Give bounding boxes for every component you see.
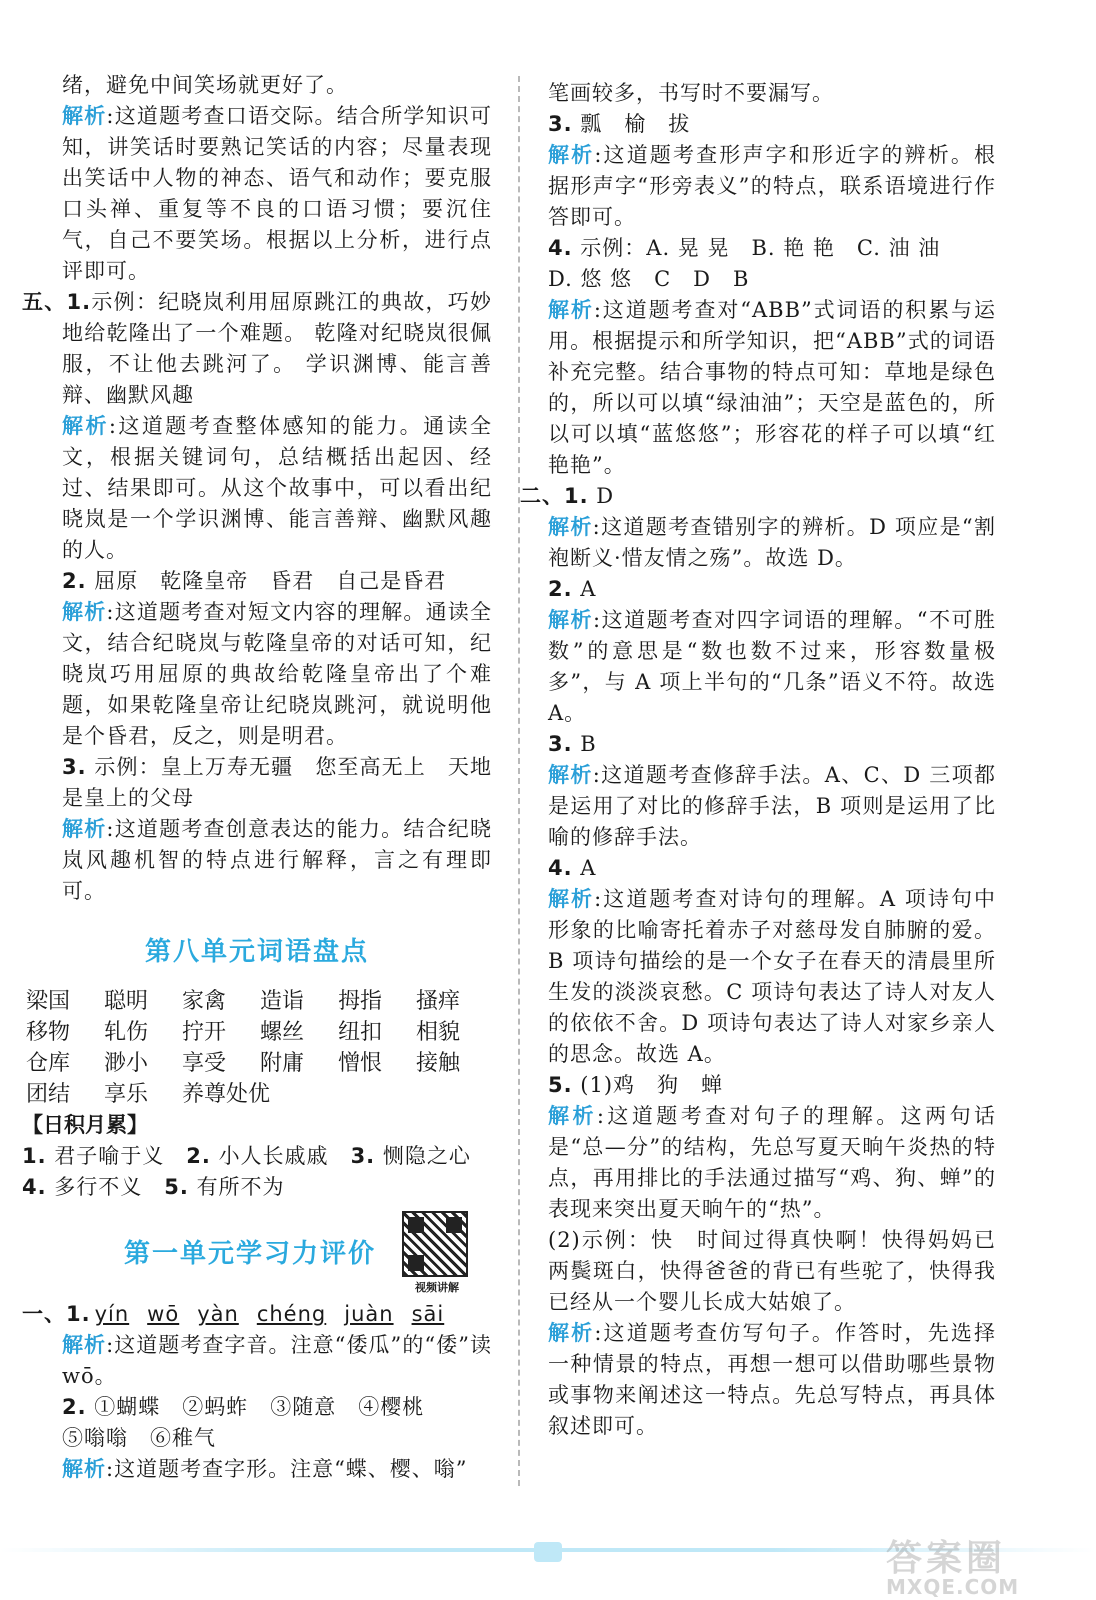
vocab-word: 憎恨 [338,1051,383,1076]
pinyin-answer: juàn [344,1302,394,1326]
answer-text: 示例：A. 晃 晃 B. 艳 艳 C. 油 油 [580,236,941,260]
answer-text: A [580,577,597,601]
question-number: 2. [62,1395,87,1419]
analysis-text: :这道题考查整体感知的能力。通读全文，根据关键词句，总结概括出起因、经过、结果即可。从这个故事中，可以看出纪晓岚是一个学识渊博、能言善辩、幽默风趣的人。 [62,414,493,562]
qr-caption: 视频讲解 [415,1281,459,1294]
pinyin-answer: yàn [197,1302,239,1326]
s2-q1 [520,481,996,512]
pinyin-list [95,1302,463,1326]
analysis-tag: 解析 [548,298,594,322]
analysis-tag: 解析 [548,763,593,787]
question-number: 2. [62,569,87,593]
s1-q2-analysis [22,1454,492,1485]
vocab-word: 养尊处优 [182,1082,271,1107]
section-label: 二、 [520,484,564,508]
vocab-word: 移物 [26,1020,71,1045]
s5-q2-analysis [22,597,492,752]
qr-code-icon[interactable] [402,1211,468,1277]
s2-q5 [548,1070,996,1101]
q4-analysis [548,295,996,481]
analysis-tag: 解析 [62,104,107,128]
analysis-tag: 解析 [62,817,107,841]
question-number: 1. [66,1302,91,1326]
daily-num: 5. [164,1175,189,1199]
daily-item: 君子喻于义 [54,1144,165,1168]
analysis-tag: 解析 [62,1333,107,1357]
analysis-text: :这道题考查仿写句子。作答时，先选择一种情景的特点，再想一想可以借助哪些景物或事物来阐述这一特点。先总写特点，再具体叙述即可。 [548,1321,997,1438]
answer-text: 屈原 乾隆皇帝 昏君 自己是昏君 [94,569,447,593]
question-number: 3. [548,112,573,136]
vocab-word: 接触 [416,1051,461,1076]
s2-q5-analysis [548,1101,996,1225]
question-number: 3. [62,755,87,779]
vocab-grid [26,986,492,1110]
analysis-tag: 解析 [548,608,594,632]
analysis-text: :这道题考查错别字的辨析。D 项应是“割袍断义·惜友情之殇”。故选 D。 [548,515,996,570]
watermark [886,1530,1076,1599]
question-number: 3. [548,732,573,756]
analysis-tag: 解析 [548,1321,595,1345]
s5-q1 [22,287,492,411]
question-number: 4. [548,856,573,880]
vocab-word: 团结 [26,1082,71,1107]
daily-num: 1. [22,1144,47,1168]
analysis-tag: 解析 [548,143,595,167]
section-label: 五、 [22,290,67,314]
q4 [548,233,996,264]
s1-q2 [22,1392,492,1423]
analysis-text: :这道题考查字形。注意“蝶、樱、嗡” [106,1457,468,1481]
answer-text: D [596,484,615,508]
right-intro: 笔画较多，书写时不要漏写。 [548,81,834,105]
s2-q5b: (2)示例：快 时间过得真快啊！快得妈妈已两鬓斑白，快得爸爸的背已有些驼了，快得我已经从一个婴儿长成大姑娘了。 [548,1228,996,1314]
page-number-badge [534,1542,562,1562]
answer-text: (1)鸡 狗 蝉 [580,1073,724,1097]
s2-q5b-analysis [548,1318,996,1442]
q3-analysis [548,140,996,233]
analysis-tag: 解析 [548,1104,597,1128]
analysis-tag: 解析 [62,600,107,624]
daily-num: 4. [22,1175,47,1199]
analysis-text: :这道题考查形声字和形近字的辨析。根据形声字“形旁表义”的特点，联系语境进行作答即可。 [548,143,997,229]
analysis-text: :这道题考查对“ABB”式词语的积累与运用。根据提示和所学知识，把“ABB”式的词语补充完整。结合事物的特点可知：草地是绿色的，所以可以填“绿油油”；天空是蓝色的，所以可以填“蓝悠悠”；形容花的样子可以填“红艳艳”。 [548,298,997,477]
daily-item: 有所不为 [196,1175,285,1199]
vocab-word: 搔痒 [416,989,461,1014]
answer-text: A [580,856,597,880]
unit1-header [22,1211,492,1299]
vocab-word: 附庸 [260,1051,305,1076]
s2-q3 [548,729,996,760]
section-label: 一、 [22,1302,66,1326]
question-number: 5. [548,1073,573,1097]
vocab-word: 聪明 [104,989,149,1014]
left-intro: 绪，避免中间笑场就更好了。 [62,73,348,97]
question-number: 2. [548,577,573,601]
column-divider [518,76,520,1486]
s1-q1 [22,1299,492,1330]
vocab-word: 渺小 [104,1051,149,1076]
answer-text: 瓢 榆 拔 [580,112,691,136]
vocab-word: 仓库 [26,1051,71,1076]
answer-text: ①蝴蝶 ②蚂蚱 ③随意 ④樱桃 [94,1395,425,1419]
question-number: 4. [548,236,573,260]
analysis-text: :这道题考查字音。注意“倭瓜”的“倭”读 wō。 [62,1333,492,1388]
unit8-title: 第八单元词语盘点 [144,937,369,967]
q3 [548,109,996,140]
question-number: 1. [66,290,92,314]
right-column [520,78,997,1442]
watermark-url: MXQE.COM [886,1575,1020,1599]
s5-q2 [22,566,492,597]
pinyin-answer: chéng [256,1302,327,1326]
analysis-text: :这道题考查对短文内容的理解。通读全文，结合纪晓岚与乾隆皇帝的对话可知，纪晓岚巧用屈原的典故给乾隆皇帝出了个难题，如果乾隆皇帝让纪晓岚跳河，就说明他是个昏君，反之，则是明君。 [62,600,493,748]
s2-q2 [548,574,996,605]
s1-q2-cont: ⑤嗡嗡 ⑥稚气 [62,1426,216,1450]
watermark-logo: 答案圈 [886,1538,1007,1579]
s2-q2-analysis [548,605,996,729]
daily-label: 【日积月累】 [22,1113,148,1137]
pinyin-answer: sāi [411,1302,445,1326]
left-intro-analysis [22,101,492,287]
analysis-text: :这道题考查对诗句的理解。A 项诗句中形象的比喻寄托着赤子对慈母发自肺腑的爱。B 项诗句描绘的是一个女子在春天的清晨里所生发的淡淡哀愁。C 项诗句表达了诗人对友人的依依不舍。D 项诗句表达了诗人对家乡亲人的思念。故选 A。 [548,887,997,1066]
vocab-word: 纽扣 [338,1020,383,1045]
analysis-tag: 解析 [548,887,595,911]
analysis-text: :这道题考查对句子的理解。这两句话是“总—分”的结构，先总写夏天晌午炎热的特点，再用排比的手法通过描写“鸡、狗、蝉”的表现来突出夏天晌午的“热”。 [548,1104,997,1221]
vocab-word: 相貌 [416,1020,461,1045]
answer-text: 示例：纪晓岚利用屈原跳江的典故，巧妙地给乾隆出了一个难题。 乾隆对纪晓岚很佩服，不让他去跳河了。 学识渊博、能言善辩、幽默风趣 [62,290,493,407]
daily-num: 2. [186,1144,211,1168]
vocab-word: 螺丝 [260,1020,305,1045]
analysis-tag: 解析 [548,515,593,539]
q4-cont: D. 悠 悠 C D B [548,267,750,291]
left-column [22,70,492,1485]
daily-item: 多行不义 [54,1175,143,1199]
s2-q1-analysis [548,512,996,574]
s2-q4-analysis [548,884,996,1070]
vocab-word: 轧伤 [104,1020,149,1045]
pinyin-answer: yín [94,1302,130,1326]
daily-row-1 [22,1141,492,1172]
vocab-word: 享乐 [104,1082,149,1107]
vocab-word: 拇指 [338,989,383,1014]
analysis-tag: 解析 [62,414,109,438]
pinyin-answer: wō [147,1302,180,1326]
vocab-word: 享受 [182,1051,227,1076]
s1-q1-analysis [22,1330,492,1392]
answer-text: B [580,732,597,756]
unit1-title: 第一单元学习力评价 [124,1239,377,1269]
question-number: 1. [564,484,589,508]
s5-q3-analysis [22,814,492,907]
daily-row-2 [22,1172,492,1203]
analysis-text: :这道题考查修辞手法。A、C、D 三项都是运用了对比的修辞手法，B 项则是运用了比喻的修辞手法。 [548,763,996,849]
analysis-text: :这道题考查对四字词语的理解。“不可胜数”的意思是“数也数不过来，形容数量极多”，与 A 项上半句的“几条”语义不符。故选 A。 [548,608,997,725]
analysis-text: :这道题考查创意表达的能力。结合纪晓岚风趣机智的特点进行解释，言之有理即可。 [62,817,493,903]
analysis-text: :这道题考查口语交际。结合所学知识可知，讲笑话时要熟记笑话的内容；尽量表现出笑话中人物的神态、语气和动作；要克服口头禅、重复等不良的口语习惯；要沉住气，自己不要笑场。根据以上分析，进行点评即可。 [62,104,493,283]
answer-text: 示例：皇上万寿无疆 您至高无上 天地是皇上的父母 [62,755,492,810]
s5-q3 [22,752,492,814]
s5-q1-analysis [22,411,492,566]
analysis-tag: 解析 [62,1457,106,1481]
daily-item: 恻隐之心 [382,1144,471,1168]
vocab-word: 造诣 [260,989,305,1014]
s2-q3-analysis [548,760,996,853]
vocab-word: 拧开 [182,1020,227,1045]
daily-item: 小人长戚戚 [218,1144,329,1168]
vocab-word: 梁国 [26,989,71,1014]
vocab-word: 家禽 [182,989,227,1014]
s2-q4 [548,853,996,884]
daily-num: 3. [350,1144,376,1168]
